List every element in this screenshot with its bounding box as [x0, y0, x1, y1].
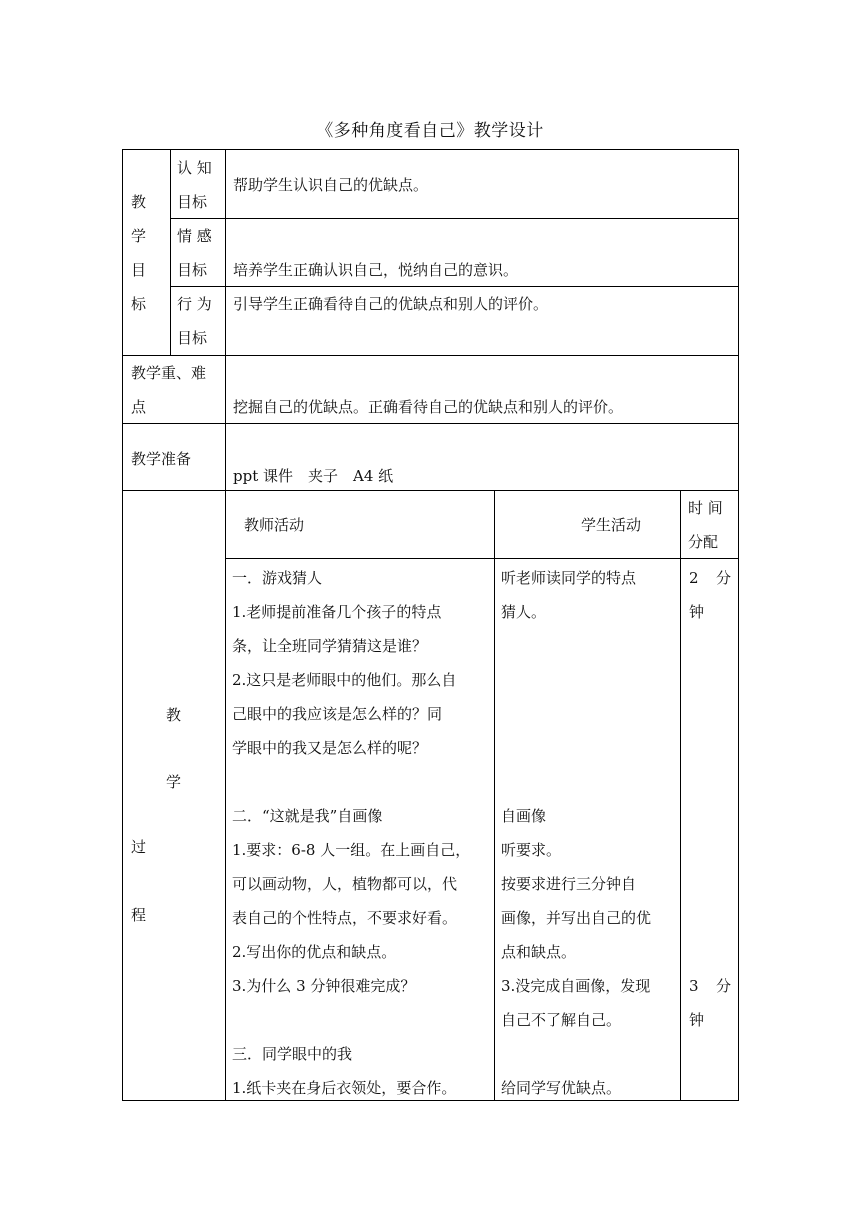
teacher-line: 1.纸卡夹在身后衣领处，要合作。 [232, 1079, 457, 1097]
student-line: 点和缺点。 [501, 943, 577, 961]
teacher-line: 一．游戏猜人 [232, 569, 323, 587]
teacher-line: 条，让全班同学猜猜这是谁？ [232, 637, 428, 655]
student-line: 画像，并写出自己的优 [501, 909, 652, 927]
teacher-line: 表自己的个性特点，不要求好看。 [232, 909, 458, 927]
objective-label: 目标 [177, 329, 208, 347]
student-line: 听老师读同学的特点 [501, 569, 637, 587]
preparation-label: 教学准备 [131, 450, 192, 468]
objective-label: 目标 [177, 193, 208, 211]
student-line: 听要求。 [501, 841, 562, 859]
header-teacher-activity: 教师活动 [244, 516, 305, 534]
objective-label: 行 为 [177, 295, 212, 313]
student-line: 自己不了解自己。 [501, 1011, 622, 1029]
objective-label: 情 感 [177, 227, 212, 245]
objective-label: 目标 [177, 261, 208, 279]
teacher-line: 3.为什么 3 分钟很难完成？ [232, 977, 416, 995]
student-line: 给同学写优缺点。 [501, 1079, 622, 1097]
document-title: 《多种角度看自己》教学设计 [316, 121, 544, 141]
teacher-line: 学眼中的我又是怎么样的呢？ [232, 739, 428, 757]
student-line: 猜人。 [501, 603, 547, 621]
header-time: 分配 [688, 533, 719, 551]
header-time: 时 间 [688, 499, 723, 517]
student-line: 自画像 [501, 807, 547, 825]
teacher-line: 1.要求：6-8 人一组。在上画自己， [232, 841, 471, 859]
teacher-line: 2.写出你的优点和缺点。 [232, 943, 397, 961]
objective-label: 认 知 [177, 159, 212, 177]
key-points-label: 点 [131, 398, 147, 416]
key-points-label: 教学重、难 [131, 364, 207, 382]
key-points-content: 挖掘自己的优缺点。正确看待自己的优缺点和别人的评价。 [233, 398, 624, 416]
preparation-content: ppt 课件 夹子 A4 纸 [233, 467, 394, 485]
teacher-line: 2.这只是老师眼中的他们。那么自 [232, 671, 457, 689]
teacher-line: 二．“这就是我”自画像 [232, 807, 383, 825]
teacher-line: 三．同学眼中的我 [232, 1045, 353, 1063]
objective-content: 帮助学生认识自己的优缺点。 [233, 176, 429, 194]
objective-content: 培养学生正确认识自己，悦纳自己的意识。 [233, 261, 519, 279]
student-line: 按要求进行三分钟自 [501, 875, 637, 893]
teacher-line: 己眼中的我应该是怎么样的？同 [232, 705, 443, 723]
objective-content: 引导学生正确看待自己的优缺点和别人的评价。 [233, 295, 549, 313]
header-student-activity: 学生活动 [581, 516, 642, 534]
teacher-line: 可以画动物，人，植物都可以，代 [232, 875, 458, 893]
teacher-line: 1.老师提前准备几个孩子的特点 [232, 603, 442, 621]
student-line: 3.没完成自画像，发现 [501, 977, 651, 995]
